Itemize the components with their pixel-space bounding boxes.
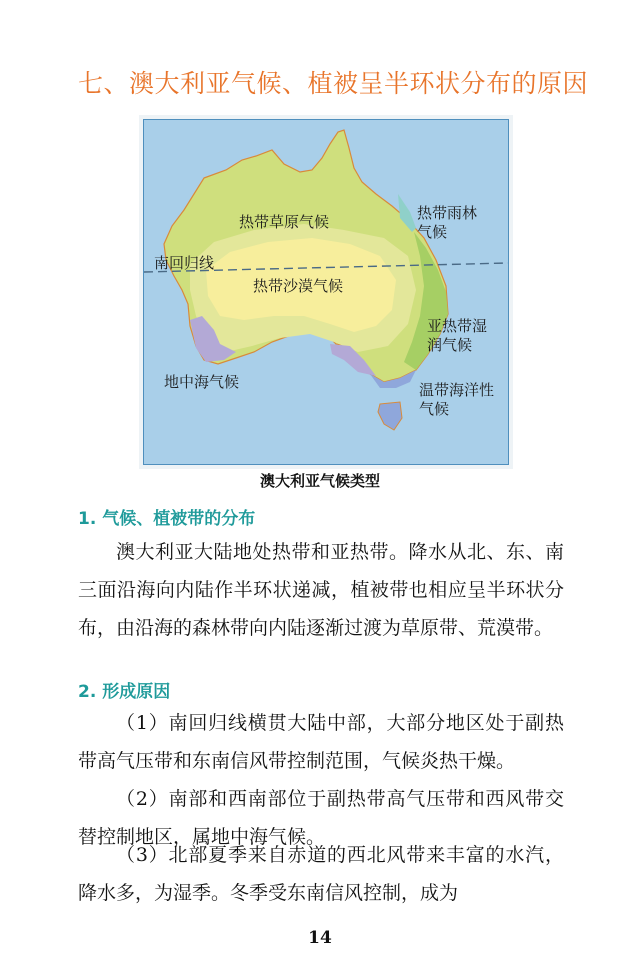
label-tropic-line: 南回归线 [154,254,215,272]
label-desert: 热带沙漠气候 [253,277,344,295]
label-temperate-line2: 气候 [419,400,450,418]
paragraph-cause-3: （3）北部夏季来自赤道的西北风带来丰富的水汽，降水多，为湿季。冬季受东南信风控制，成为 [78,844,564,904]
section-heading-distribution: 1. 气候、植被带的分布 [78,509,256,529]
label-subtropical-line2: 润气候 [427,336,473,354]
paragraph-cause-1: （1）南回归线横贯大陆中部，大部分地区处于副热带高气压带和东南信风带控制范围，气候炎热干燥。 [78,712,564,772]
paragraph-distribution: 澳大利亚大陆地处热带和亚热带。降水从北、东、南三面沿海向内陆作半环状递减，植被带也相应呈半环状分布，由沿海的森林带向内陆逐渐过渡为草原带、荒漠带。 [78,541,564,639]
label-temperate-line1: 温带海洋性 [419,381,495,399]
label-tropical-grassland: 热带草原气候 [239,213,330,231]
label-rainforest-line2: 气候 [417,223,448,241]
label-subtropical-line1: 亚热带湿 [427,317,488,335]
label-mediterranean: 地中海气候 [164,373,240,391]
map-caption: 澳大利亚气候类型 [259,472,380,490]
page-title: 七、澳大利亚气候、植被呈半环状分布的原因 [78,69,589,98]
page-number: 14 [308,928,332,948]
label-rainforest-line1: 热带雨林 [417,204,478,222]
paragraph-cause-2: （2）南部和西南部位于副热带高气压带和西风带交替控制地区，属地中海气候。 [78,788,564,848]
climate-map [143,119,509,465]
section-heading-causes: 2. 形成原因 [78,682,171,702]
